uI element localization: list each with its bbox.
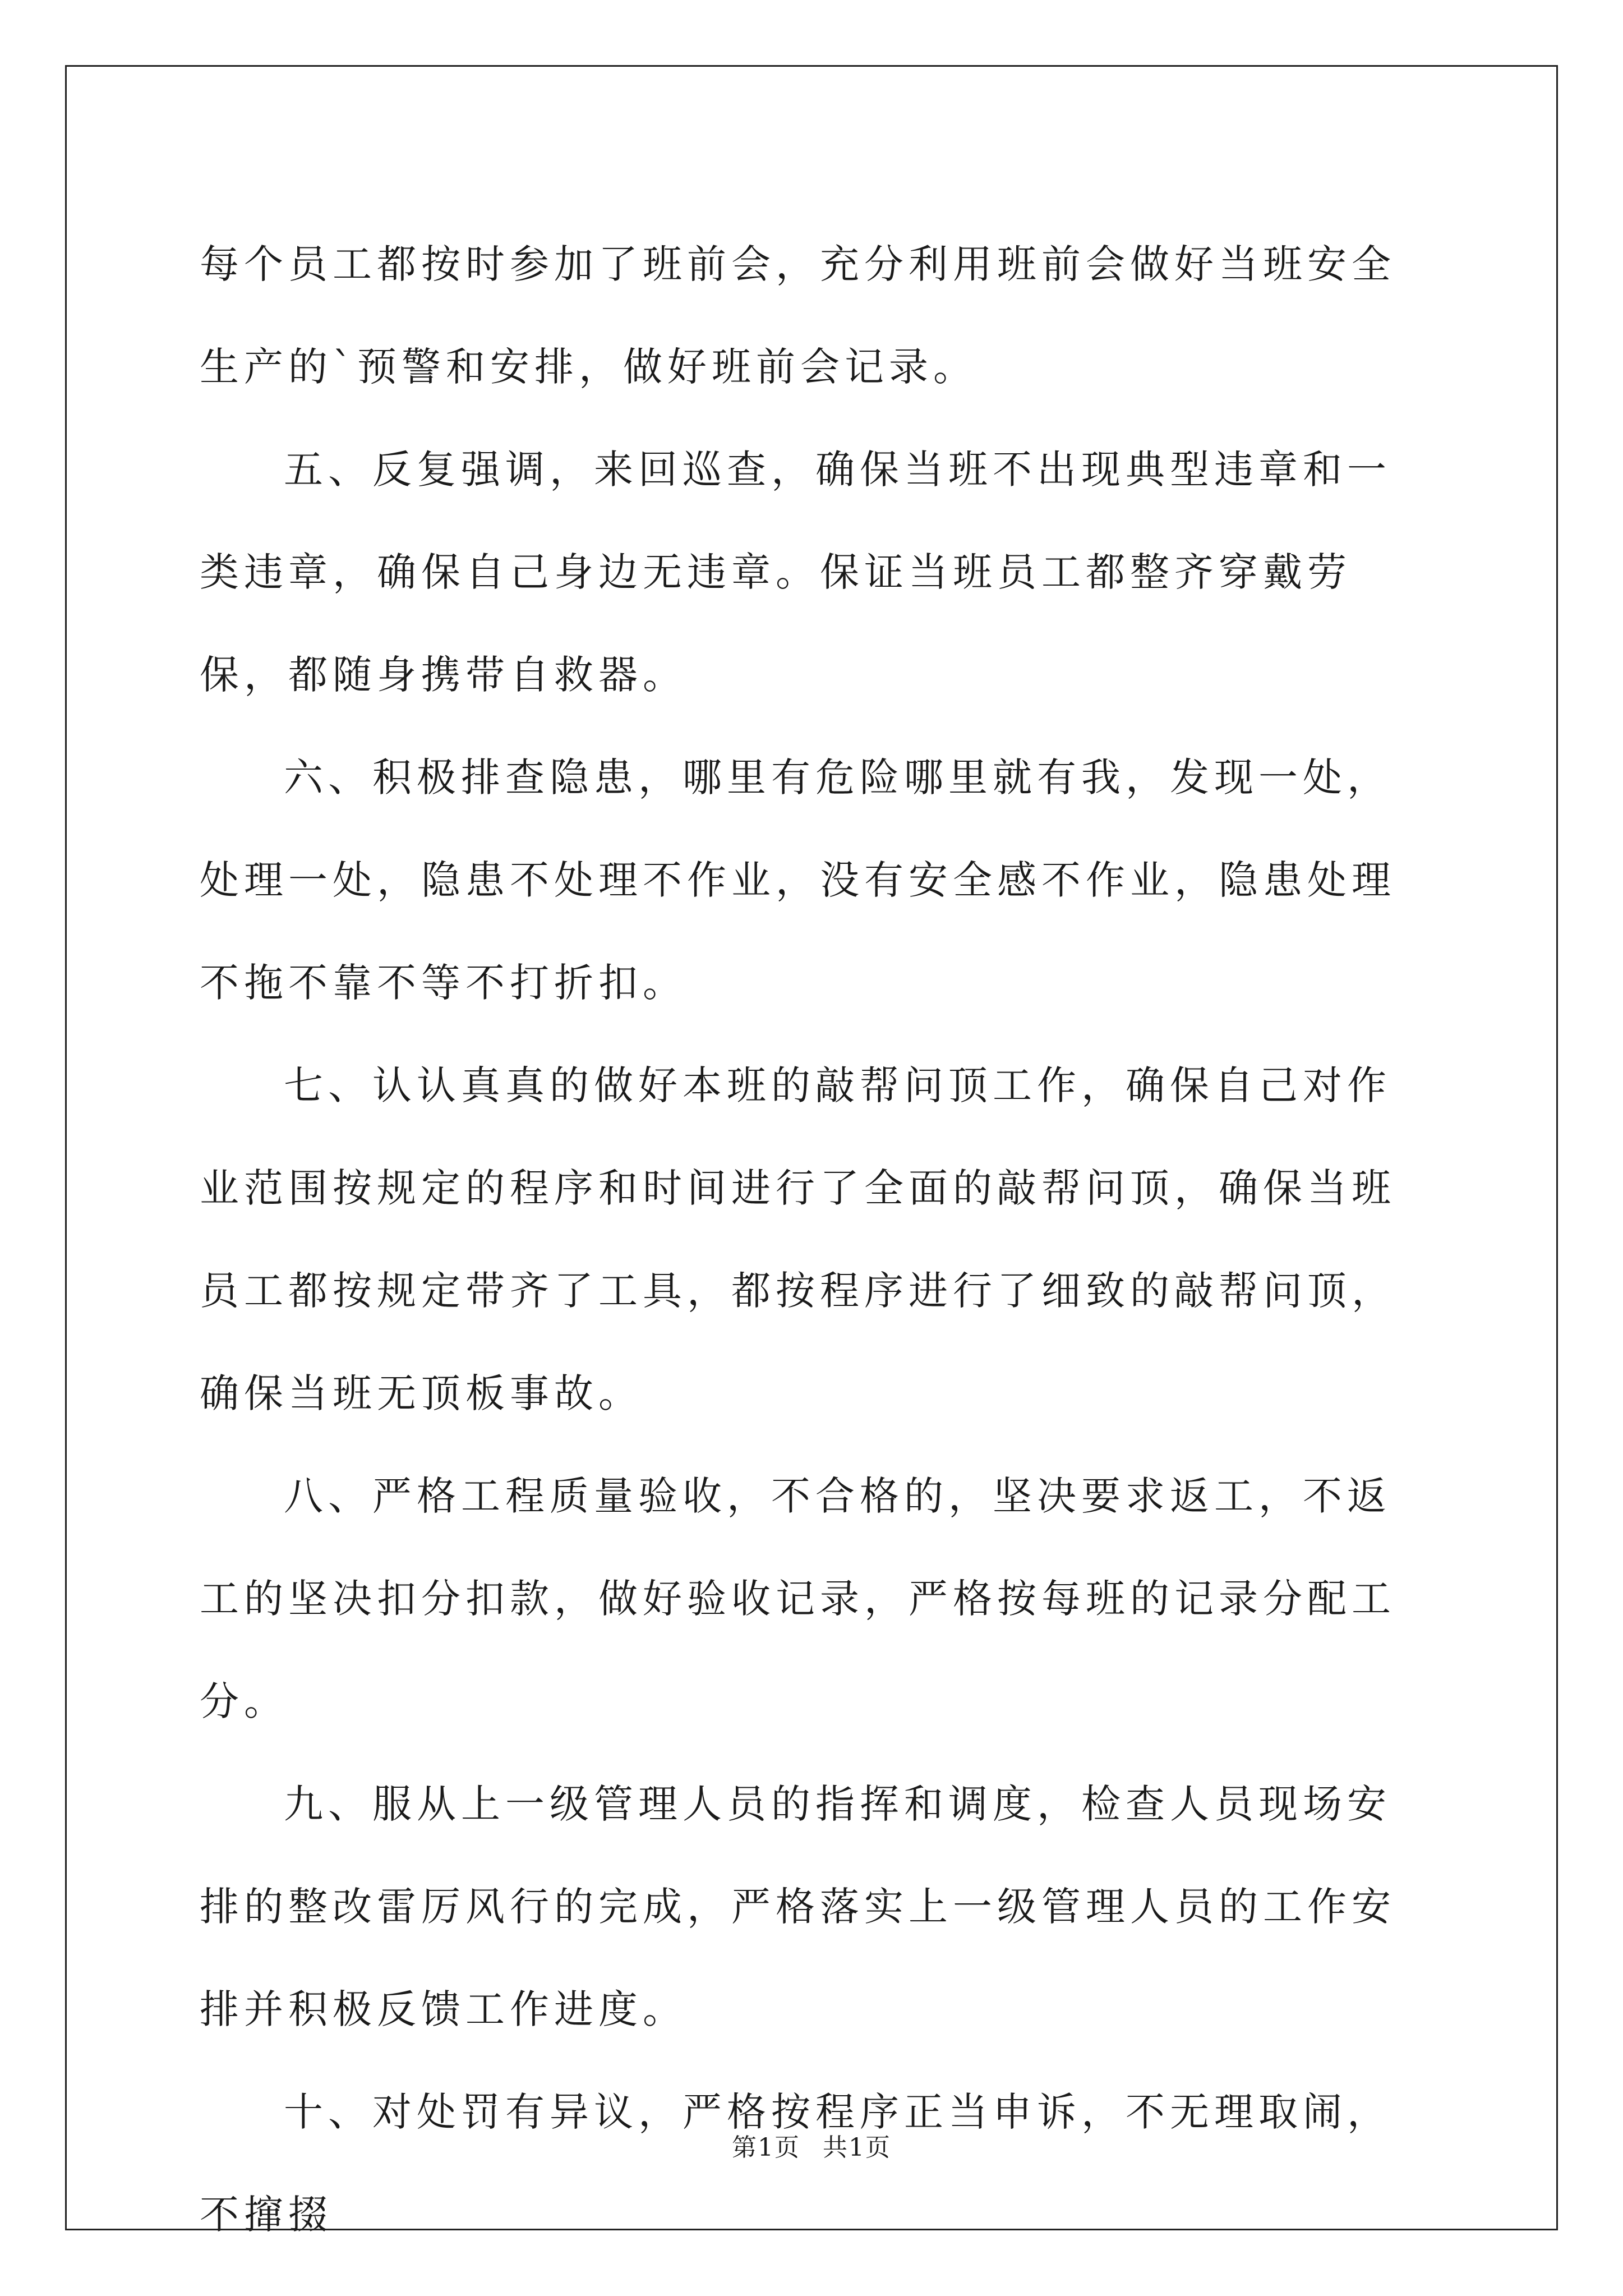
paragraph-5: 五、反复强调，来回巡查，确保当班不出现典型违章和一类违章，确保自己身边无违章。保证当班员工都整齐穿戴劳保，都随身携带自救器。: [200, 447, 1391, 698]
paragraph-8: 八、严格工程质量验收，不合格的，坚决要求返工，不返工的坚决扣分扣款，做好验收记录，严格按每班的记录分配工分。: [200, 1473, 1396, 1724]
paragraph-7: 七、认认真真的做好本班的敲帮问顶工作，确保自己对作业范围按规定的程序和时间进行了全面的敲帮问顶，确保当班员工都按规定带齐了工具，都按程序进行了细致的敲帮问顶，确保当班无顶板事故。: [200, 1062, 1396, 1416]
paragraph-9: 九、服从上一级管理人员的指挥和调度，检查人员现场安排的整改雷厉风行的完成，严格落实上一级管理人员的工作安排并积极反馈工作进度。: [200, 1781, 1396, 2032]
paragraph-10: 十、对处罚有异议，严格按程序正当申诉，不无理取闹，不撺掇: [200, 2089, 1391, 2238]
document-body: [200, 213, 1433, 2266]
paragraph-6: 六、积极排查隐患，哪里有危险哪里就有我，发现一处，处理一处，隐患不处理不作业，没有安全感不作业，隐患处理不拖不靠不等不打折扣。: [200, 754, 1396, 1006]
page-footer: [0, 2127, 1623, 2163]
paragraph-1: 每个员工都按时参加了班前会，充分利用班前会做好当班安全生产的`预警和安排，做好班前会记录。: [200, 241, 1396, 390]
page-total: 共1页: [823, 2133, 891, 2162]
page-number: 第1页: [732, 2133, 800, 2162]
